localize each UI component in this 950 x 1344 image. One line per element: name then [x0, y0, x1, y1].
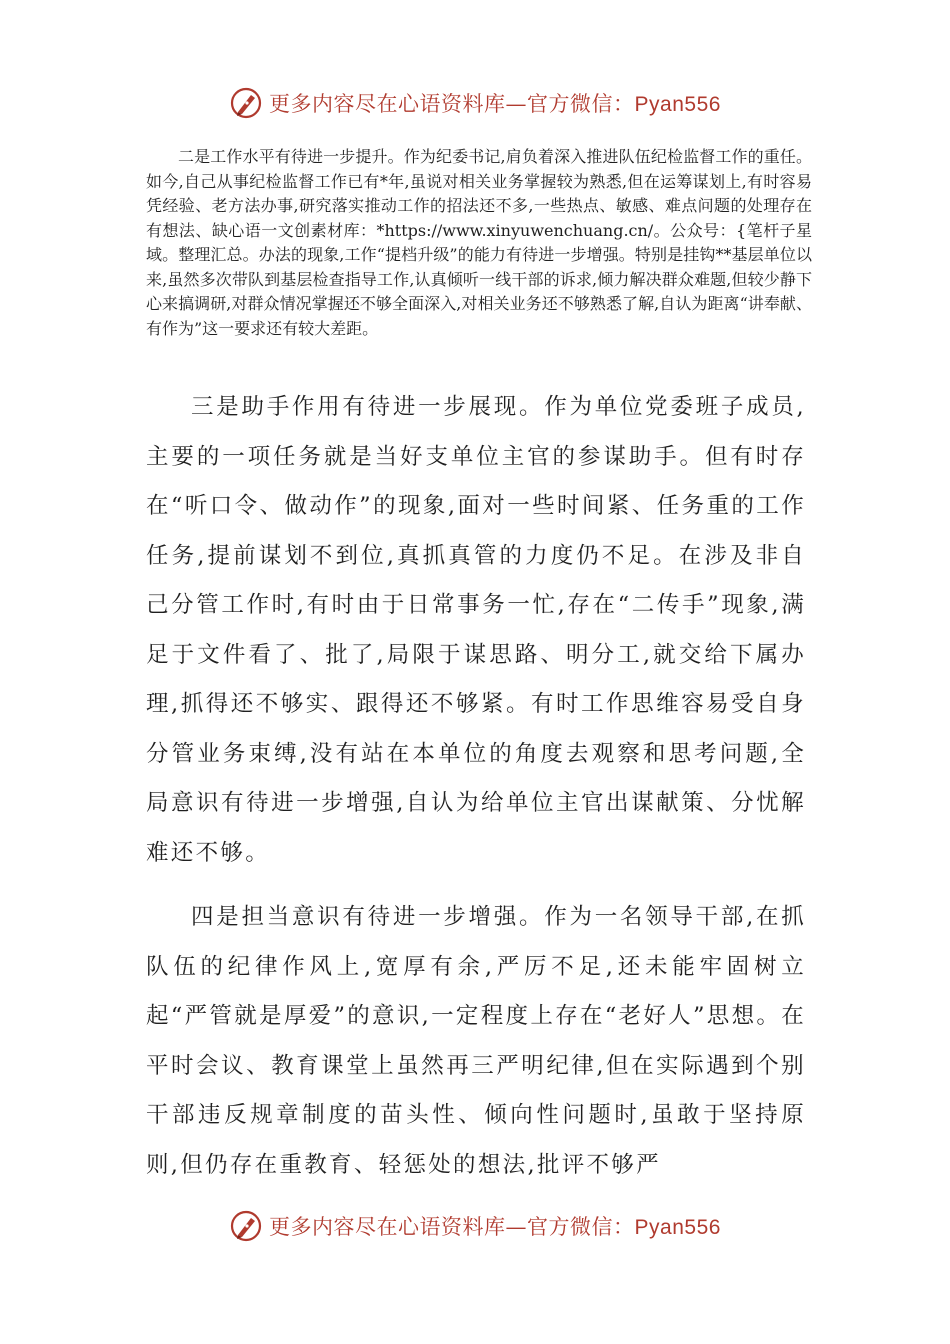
paragraph-4-block	[146, 893, 806, 1190]
header-banner-id: Pyan556	[634, 93, 721, 116]
paragraph-3: 三是助手作用有待进一步展现。作为单位党委班子成员,主要的一项任务就是当好支单位主官的参谋助手。但有时存在“听口令、做动作”的现象,面对一些时间紧、任务重的工作任务,提前谋划不到位,真抓真管的力度仍不足。在涉及非自己分管工作时,有时由于日常事务一忙,存在“二传手”现象,满足于文件看了、批了,局限于谋思路、明分工,就交给下属办理,抓得还不够实、跟得还不够紧。有时工作思维容易受自身分管业务束缚,没有站在本单位的角度去观察和思考问题,全局意识有待进一步增强,自认为给单位主官出谋献策、分忧解难还不够。	[146, 394, 806, 866]
footer-banner-text	[269, 1211, 721, 1241]
pen-logo-icon	[229, 1209, 263, 1243]
header-banner-wechat: 官方微信：	[527, 92, 635, 116]
footer-banner-id: Pyan556	[634, 1216, 721, 1239]
paragraph-3-block	[146, 383, 806, 878]
paragraph-4: 四是担当意识有待进一步增强。作为一名领导干部,在抓队伍的纪律作风上,宽厚有余,严厉不足,还未能牢固树立起“严管就是厚爱”的意识,一定程度上存在“老好人”思想。在平时会议、教育课堂上虽然再三严明纪律,但在实际遇到个别干部违反规章制度的苗头性、倾向性问题时,虽敢于坚持原则,但仍存在重教育、轻惩处的想法,批评不够严	[146, 904, 806, 1178]
header-banner	[0, 86, 950, 120]
paragraph-2: 二是工作水平有待进一步提升。作为纪委书记,肩负着深入推进队伍纪检监督工作的重任。如今,自己从事纪检监督工作已有*年,虽说对相关业务掌握较为熟悉,但在运筹谋划上,有时容易凭经验、老方法办事,研究落实推动工作的招法还不多,一些热点、敏感、难点问题的处理存在有想法、缺心语一文创素材库：*https://www.xinyuwenchuang.cn/。公众号：{笔杆子星域。整理汇总。办法的现象,工作“提档升级”的能力有待进一步增强。特别是挂钩**基层单位以来,虽然多次带队到基层检查指导工作,认真倾听一线干部的诉求,倾力解决群众难题,但较少静下心来搞调研,对群众情况掌握还不够全面深入,对相关业务还不够熟悉了解,自认为距离“讲奉献、有作为”这一要求还有较大差距。	[146, 147, 812, 338]
header-banner-text	[269, 88, 721, 118]
paragraph-2-block	[146, 145, 812, 341]
footer-banner	[0, 1209, 950, 1243]
pen-logo-icon	[229, 86, 263, 120]
footer-banner-wechat: 官方微信：	[527, 1215, 635, 1239]
header-banner-main: 更多内容尽在心语资料库—	[269, 92, 528, 116]
footer-banner-main: 更多内容尽在心语资料库—	[269, 1215, 528, 1239]
